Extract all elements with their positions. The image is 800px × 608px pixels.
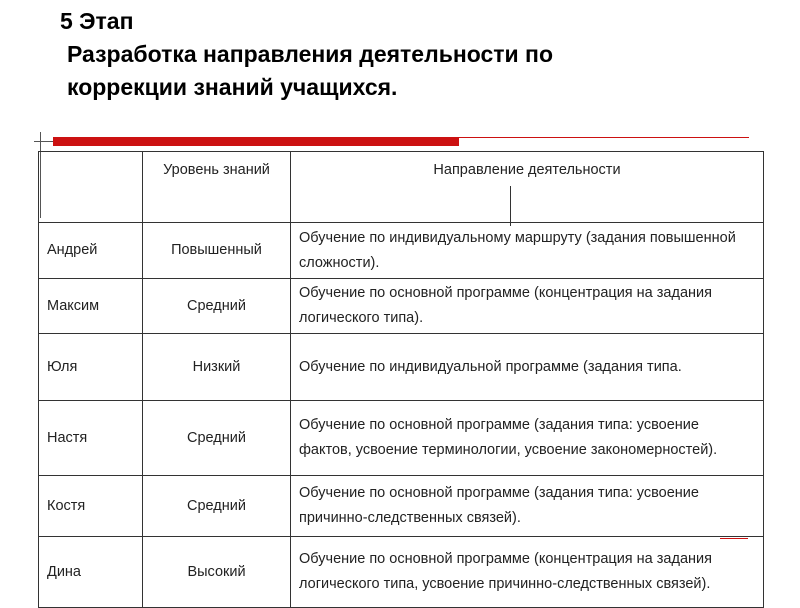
table-row (39, 334, 764, 401)
student-name: Максим (39, 279, 143, 334)
student-name: Юля (39, 334, 143, 401)
header-cell-direction: Направление деятельности (291, 152, 764, 223)
stage-title: 5 Этап (60, 8, 134, 34)
table-row (39, 279, 764, 334)
page-title-line-2: коррекции знаний учащихся. (67, 74, 398, 100)
table-row (39, 537, 764, 608)
knowledge-level: Средний (143, 279, 291, 334)
activity-direction: Обучение по индивидуальной программе (задания типа. (291, 334, 764, 401)
decorative-red-line (459, 137, 749, 138)
activity-direction: Обучение по основной программе (задания типа: усвоение фактов, усвоение терминологии, усвоение закономерностей). (291, 401, 764, 476)
knowledge-level: Высокий (143, 537, 291, 608)
student-name: Костя (39, 476, 143, 537)
activity-direction: Обучение по индивидуальному маршруту (задания повышенной сложности). (291, 223, 764, 279)
knowledge-correction-table (38, 151, 764, 608)
table-row (39, 401, 764, 476)
table-row (39, 476, 764, 537)
activity-direction: Обучение по основной программе (концентрация на задания логического типа). (291, 279, 764, 334)
table-header-row (39, 152, 764, 223)
activity-direction: Обучение по основной программе (концентрация на задания логического типа, усвоение причинно-следственных связей). (291, 537, 764, 608)
knowledge-level: Средний (143, 401, 291, 476)
decorative-header-tick (510, 186, 511, 226)
knowledge-level: Средний (143, 476, 291, 537)
table-row (39, 223, 764, 279)
student-name: Дина (39, 537, 143, 608)
student-name: Андрей (39, 223, 143, 279)
knowledge-level: Низкий (143, 334, 291, 401)
student-name: Настя (39, 401, 143, 476)
knowledge-level: Повышенный (143, 223, 291, 279)
decorative-red-line-bottom (720, 538, 748, 539)
header-cell-level: Уровень знаний (143, 152, 291, 223)
page-title-line-1: Разработка направления деятельности по (67, 41, 553, 67)
header-cell-name (39, 152, 143, 223)
decorative-red-bar (53, 137, 459, 146)
activity-direction: Обучение по основной программе (задания типа: усвоение причинно-следственных связей). (291, 476, 764, 537)
